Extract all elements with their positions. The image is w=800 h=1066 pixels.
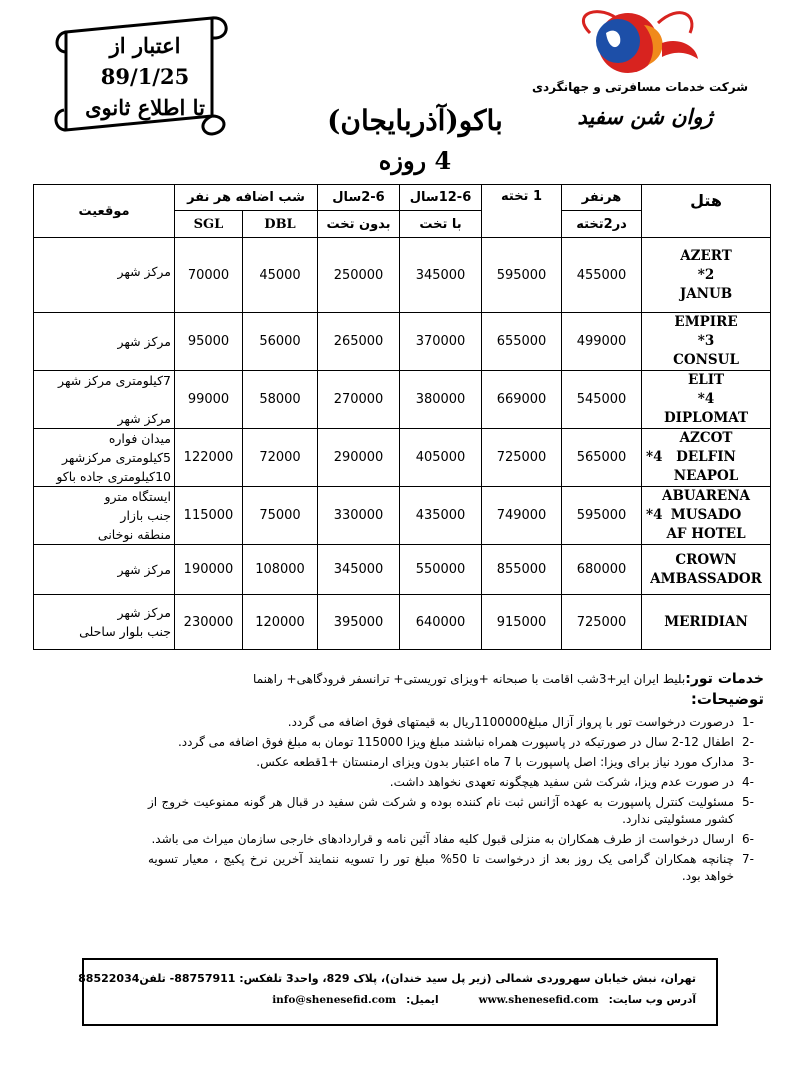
- header-dbl: DBL: [243, 211, 318, 238]
- footer-address: تهران، نبش خیابان سهروردی شمالی (زیر پل سید خندان)، پلاک 829، واحد3 تلفکس: 88757911- تلفن88522034: [78, 972, 696, 985]
- cell-single: 669000: [482, 371, 562, 429]
- cell-dbl: 75000: [243, 487, 318, 545]
- price-table-body: [34, 238, 771, 650]
- cell-child-6-12: 405000: [400, 429, 482, 487]
- cell-per-person: 725000: [562, 595, 642, 650]
- cell-single: 595000: [482, 238, 562, 313]
- header-sgl: SGL: [175, 211, 243, 238]
- validity-date: 89/1/25: [100, 64, 190, 89]
- cell-per-person: 565000: [562, 429, 642, 487]
- cell-sgl: 230000: [175, 595, 243, 650]
- cell-hotel: ELIT *4 DIPLOMAT: [642, 371, 771, 429]
- header-location: موقعیت: [34, 185, 175, 238]
- header-per-person-sub: در2تخته: [562, 211, 642, 238]
- table-row: [34, 429, 771, 487]
- price-table: [33, 184, 771, 650]
- cell-sgl: 115000: [175, 487, 243, 545]
- list-item: -4 در صورت عدم ویزا، شرکت شن سفید هیچگونه تعهدی نخواهد داشت.: [389, 775, 754, 789]
- cell-location: 7کیلومتری مرکز شهر مرکز شهر: [34, 371, 175, 429]
- table-row: [34, 238, 771, 313]
- services-text: بلیط ایران ایر+3شب اقامت با صبحانه +ویزای توریستی+ ترانسفر فرودگاهی+ راهنما: [253, 672, 686, 686]
- header-extra-night: شب اضافه هر نفر: [175, 185, 318, 211]
- header-single: 1 تخته: [482, 185, 562, 238]
- list-item: -7 چنانچه همکاران گرامی یک روز بعد از درخواست تا 50% مبلغ تور را تسویه ننمایند آخرین نرخ پکیج ، معیار تسویه خواهد بود.: [148, 852, 754, 883]
- cell-child-2-6: 395000: [318, 595, 400, 650]
- company-description: شرکت خدمات مسافرتی و جهانگردی: [532, 80, 748, 94]
- cell-child-6-12: 370000: [400, 313, 482, 371]
- cell-hotel: *4 ABUARENA MUSADO AF HOTEL: [642, 487, 771, 545]
- website-label: آدرس وب سایت:: [608, 994, 696, 1006]
- header-child-6-12-sub: با تخت: [400, 211, 482, 238]
- validity-from: اعتبار از: [109, 33, 181, 58]
- cell-sgl: 99000: [175, 371, 243, 429]
- cell-sgl: 122000: [175, 429, 243, 487]
- cell-single: 655000: [482, 313, 562, 371]
- cell-child-2-6: 250000: [318, 238, 400, 313]
- list-item: -1 درصورت درخواست تور با پرواز آزال مبلغ1100000ریال به قیمتهای فوق اضافه می گردد.: [287, 715, 754, 729]
- cell-hotel: AZERT *2 JANUB: [642, 238, 771, 313]
- company-logo: [570, 3, 700, 79]
- table-row: [34, 313, 771, 371]
- cell-dbl: 56000: [243, 313, 318, 371]
- cell-location: میدان فواره 5کیلومتری مرکزشهر 10کیلومتری جاده باکو: [34, 429, 175, 487]
- cell-single: 749000: [482, 487, 562, 545]
- cell-per-person: 680000: [562, 545, 642, 595]
- cell-hotel: CROWN AMBASSADOR: [642, 545, 771, 595]
- cell-per-person: 595000: [562, 487, 642, 545]
- list-item: -2 اطفال 12-2 سال در صورتیکه در پاسپورت همراه نباشند مبلغ ویزا 115000 تومان به مبلغ فوق اضافه می گردد.: [177, 735, 754, 749]
- cell-per-person: 545000: [562, 371, 642, 429]
- cell-single: 725000: [482, 429, 562, 487]
- email-label: ایمیل:: [406, 994, 439, 1006]
- cell-single: 915000: [482, 595, 562, 650]
- cell-child-6-12: 550000: [400, 545, 482, 595]
- notes-list: [148, 714, 764, 888]
- cell-hotel: EMPIRE *3 CONSUL: [642, 313, 771, 371]
- page-title: باکو(آذربایجان): [327, 104, 503, 137]
- services-label: خدمات تور:: [685, 671, 764, 687]
- cell-per-person: 455000: [562, 238, 642, 313]
- cell-child-2-6: 270000: [318, 371, 400, 429]
- table-row: [34, 487, 771, 545]
- cell-child-2-6: 265000: [318, 313, 400, 371]
- cell-sgl: 190000: [175, 545, 243, 595]
- cell-dbl: 45000: [243, 238, 318, 313]
- email-link[interactable]: info@shenesefid.com: [272, 994, 397, 1006]
- cell-child-6-12: 380000: [400, 371, 482, 429]
- cell-child-2-6: 330000: [318, 487, 400, 545]
- notes-title: توضیحات:: [690, 690, 764, 708]
- cell-location: مرکز شهر: [34, 545, 175, 595]
- hotel-star-rating: *4: [646, 449, 663, 465]
- table-row: [34, 595, 771, 650]
- list-item: -5 مسئولیت کنترل پاسپورت به عهده آژانس ثبت نام کننده بوده و شرکت شن سفید در قبال هر گونه ممنوعیت خروج از کشور مسئولیتی ندارد.: [148, 795, 754, 826]
- cell-location: مرکز شهر: [34, 238, 175, 313]
- header-child-2-6-sub: بدون تخت: [318, 211, 400, 238]
- footer-contact-box: [78, 958, 718, 1026]
- cell-dbl: 58000: [243, 371, 318, 429]
- cell-sgl: 95000: [175, 313, 243, 371]
- header-child-6-12: 12-6سال: [400, 185, 482, 211]
- cell-hotel: MERIDIAN: [642, 595, 771, 650]
- table-row: [34, 545, 771, 595]
- list-item: -6 ارسال درخواست از طرف همکاران به منزلی قبول کلیه مفاد آئین نامه و قراردادهای خارجی سازمان میراث می باشد.: [151, 832, 754, 846]
- page-subtitle: 4 روزه: [378, 146, 452, 175]
- cell-dbl: 72000: [243, 429, 318, 487]
- header-hotel: هتل: [642, 185, 771, 238]
- cell-single: 855000: [482, 545, 562, 595]
- cell-child-6-12: 345000: [400, 238, 482, 313]
- cell-child-6-12: 435000: [400, 487, 482, 545]
- cell-hotel: *4 AZCOT DELFIN NEAPOL: [642, 429, 771, 487]
- cell-sgl: 70000: [175, 238, 243, 313]
- brand-name: ژوان شن سفید: [577, 104, 713, 129]
- validity-until: تا اطلاع ثانوی: [85, 95, 205, 120]
- hotel-star-rating: *4: [646, 507, 663, 523]
- cell-dbl: 120000: [243, 595, 318, 650]
- list-item: -3 مدارک مورد نیاز برای ویزا: اصل پاسپورت با 7 ماه اعتبار بدون ویزای ارمنستان +1قطعه عکس.: [256, 755, 754, 769]
- cell-child-2-6: 290000: [318, 429, 400, 487]
- header-per-person: هرنفر: [562, 185, 642, 211]
- header-child-2-6: 2-6سال: [318, 185, 400, 211]
- table-row: [34, 371, 771, 429]
- cell-dbl: 108000: [243, 545, 318, 595]
- cell-location: ایستگاه مترو جنب بازار منطقه نوخانی: [34, 487, 175, 545]
- cell-location: مرکز شهر جنب بلوار ساحلی: [34, 595, 175, 650]
- cell-per-person: 499000: [562, 313, 642, 371]
- cell-location: مرکز شهر: [34, 313, 175, 371]
- cell-child-6-12: 640000: [400, 595, 482, 650]
- website-link[interactable]: www.shenesefid.com: [478, 994, 599, 1006]
- cell-child-2-6: 345000: [318, 545, 400, 595]
- footer-web-line: [262, 994, 696, 1006]
- validity-text: [80, 30, 210, 123]
- tour-services: [44, 671, 764, 687]
